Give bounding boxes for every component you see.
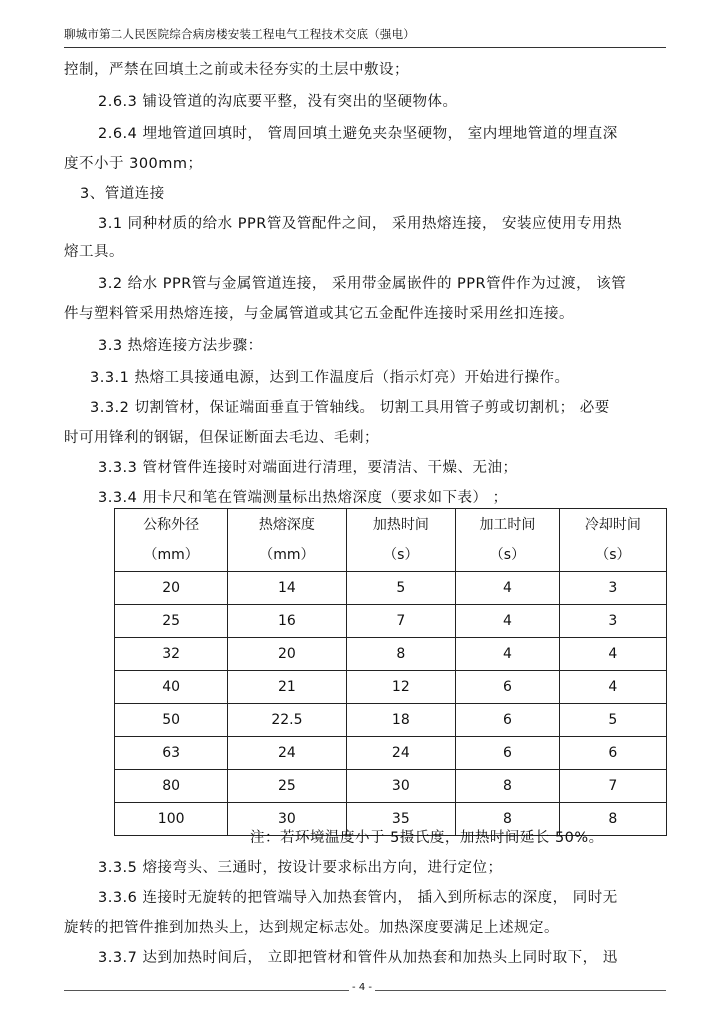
body-line: 3.1 同种材质的给水 PPR管及管配件之间， 采用热熔连接， 安装应使用专用热 <box>98 216 623 232</box>
table-cell: 32 <box>115 638 228 671</box>
table-cell: 4 <box>559 671 666 704</box>
header-cell-text: （s） <box>595 547 631 563</box>
header-cell-text: 冷却时间 <box>584 517 641 533</box>
table-cell: 6 <box>456 737 560 770</box>
body-line: 度不小于 300mm； <box>64 156 203 172</box>
table-cell: 8 <box>456 803 560 836</box>
table-cell: 20 <box>228 638 346 671</box>
table-cell: 35 <box>346 803 456 836</box>
table-cell: 63 <box>115 737 228 770</box>
body-line: 3.3.6 连接时无旋转的把管端导入加热套管内， 插入到所标志的深度， 同时无 <box>98 890 618 906</box>
body-line: 3.3.2 切割管材，保证端面垂直于管轴线。 切割工具用管子剪或切割机； 必要 <box>90 400 610 416</box>
table-row <box>115 638 667 671</box>
header-cell-text: （mm） <box>143 547 199 563</box>
body-line: 3.3.1 热熔工具接通电源，达到工作温度后（指示灯亮）开始进行操作。 <box>90 370 570 386</box>
header-cell-text: （s） <box>489 547 526 563</box>
header-cell <box>115 509 228 572</box>
body-line: 3.3.4 用卡尺和笔在管端测量标出热熔深度（要求如下表） ； <box>98 490 508 506</box>
body-line: 3.3.7 达到加热时间后， 立即把管材和管件从加热套和加热头上同时取下， 迅 <box>98 950 618 966</box>
table-cell: 12 <box>346 671 456 704</box>
table-cell: 21 <box>228 671 346 704</box>
table-note: 注：若环境温度小于 5摄氏度，加热时间延长 50%。 <box>250 830 604 846</box>
table-cell: 4 <box>559 638 666 671</box>
header-cell <box>346 509 456 572</box>
table-row <box>115 737 667 770</box>
table-cell: 22.5 <box>228 704 346 737</box>
table-cell: 6 <box>559 737 666 770</box>
body-line: 时可用锋利的钢锯，但保证断面去毛边、毛刺； <box>64 430 379 446</box>
table-cell: 100 <box>115 803 228 836</box>
table-row <box>115 704 667 737</box>
section-heading: 3、管道连接 <box>80 186 165 202</box>
table-cell: 5 <box>346 572 456 605</box>
table-cell: 25 <box>228 770 346 803</box>
header-cell-text: 加热时间 <box>372 517 429 533</box>
header-cell-text: 热熔深度 <box>258 517 315 533</box>
header-cell <box>228 509 346 572</box>
body-line: 件与塑料管采用热熔连接，与金属管道或其它五金配件连接时采用丝扣连接。 <box>64 306 574 322</box>
header-cell-text: 加工时间 <box>479 517 536 533</box>
header-cell <box>456 509 560 572</box>
table-cell: 4 <box>456 605 560 638</box>
page-number: - 4 - <box>0 982 724 993</box>
header-cell <box>559 509 666 572</box>
table-cell: 24 <box>346 737 456 770</box>
hot-melt-spec-table <box>114 508 667 836</box>
table-cell: 14 <box>228 572 346 605</box>
table-cell: 30 <box>228 803 346 836</box>
table-cell: 7 <box>346 605 456 638</box>
table-cell: 6 <box>456 704 560 737</box>
table-cell: 4 <box>456 572 560 605</box>
table-cell: 3 <box>559 572 666 605</box>
table-cell: 40 <box>115 671 228 704</box>
table-header-row <box>115 509 667 572</box>
table-cell: 8 <box>456 770 560 803</box>
table-cell: 20 <box>115 572 228 605</box>
table-cell: 8 <box>346 638 456 671</box>
body-line: 3.3 热熔连接方法步骤： <box>98 338 263 354</box>
body-line: 熔工具。 <box>64 244 124 260</box>
table-row <box>115 605 667 638</box>
table-cell: 30 <box>346 770 456 803</box>
body-line: 3.3.3 管材管件连接时对端面进行清理，要清洁、干燥、无油； <box>98 460 518 476</box>
table-cell: 16 <box>228 605 346 638</box>
table-cell: 3 <box>559 605 666 638</box>
table-cell: 5 <box>559 704 666 737</box>
table-cell: 24 <box>228 737 346 770</box>
document-header: 聊城市第二人民医院综合病房楼安装工程电气工程技术交底（强电） <box>64 27 415 41</box>
header-cell-text: （s） <box>383 547 419 563</box>
table-cell: 7 <box>559 770 666 803</box>
header-cell-text: 公称外径 <box>143 517 200 533</box>
table-cell: 50 <box>115 704 228 737</box>
table-cell: 25 <box>115 605 228 638</box>
table-row <box>115 770 667 803</box>
header-cell-text: （mm） <box>259 547 315 563</box>
body-line: 2.6.4 埋地管道回填时， 管周回填土避免夹杂坚硬物， 室内埋地管道的埋直深 <box>98 126 618 142</box>
table-row <box>115 572 667 605</box>
table-row <box>115 671 667 704</box>
body-line: 3.2 给水 PPR管与金属管道连接， 采用带金属嵌件的 PPR管件作为过渡， 该管 <box>98 276 627 292</box>
table-cell: 18 <box>346 704 456 737</box>
body-line: 控制，严禁在回填土之前或未径夯实的土层中敷设； <box>64 62 409 78</box>
table-cell: 6 <box>456 671 560 704</box>
body-line: 2.6.3 铺设管道的沟底要平整，没有突出的坚硬物体。 <box>98 94 458 110</box>
table-cell: 80 <box>115 770 228 803</box>
table-cell: 4 <box>456 638 560 671</box>
body-line: 3.3.5 熔接弯头、三通时，按设计要求标出方向，进行定位； <box>98 860 503 876</box>
header-divider <box>64 47 666 48</box>
table-cell: 8 <box>559 803 666 836</box>
body-line: 旋转的把管件推到加热头上，达到规定标志处。加热深度要满足上述规定。 <box>64 920 559 936</box>
